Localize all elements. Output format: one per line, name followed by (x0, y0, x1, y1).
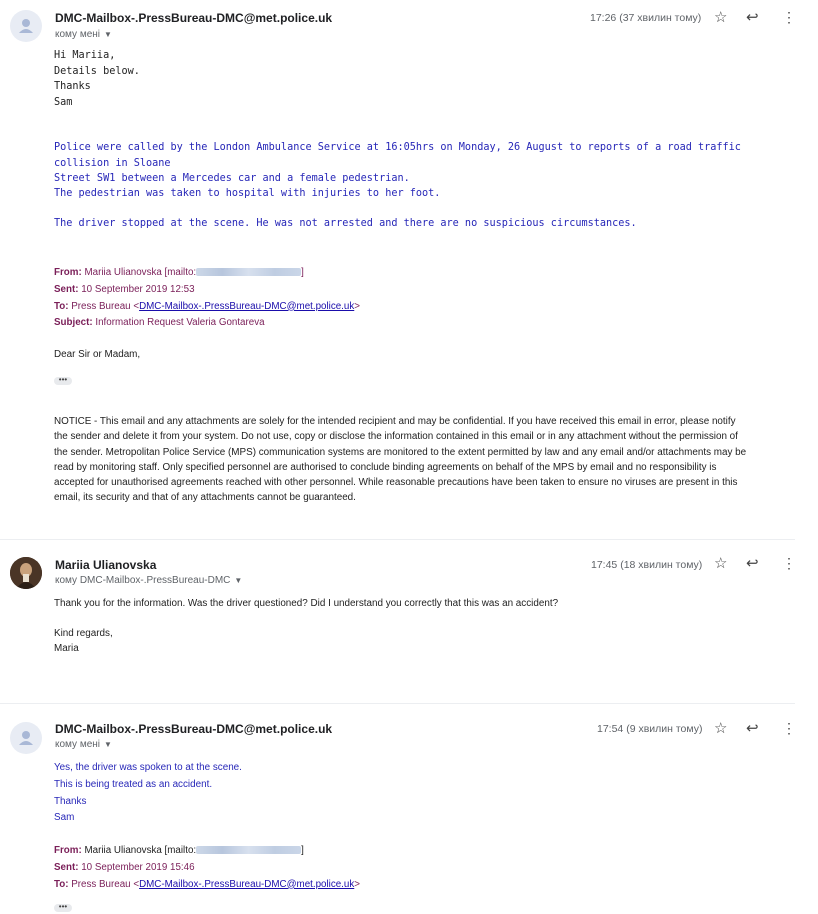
body-line: Thanks (54, 795, 87, 807)
caret-down-icon[interactable]: ▼ (234, 576, 243, 585)
email-link[interactable]: DMC-Mailbox-.PressBureau-DMC@met.police.uk (139, 300, 355, 312)
redacted-email (196, 268, 301, 276)
salutation: Dear Sir or Madam, (54, 349, 141, 360)
ellipsis-icon[interactable]: ••• (54, 377, 72, 385)
notice-line: email, its security and that of any attachments cannot be guaranteed. (54, 492, 356, 504)
notice-line: NOTICE - This email and any attachments are solely for the intended recipient and may be confidential. If you have received this email in error, please notify (54, 416, 736, 427)
avatar[interactable] (10, 557, 42, 589)
message-body (54, 140, 794, 187)
email-message-3 (0, 712, 818, 909)
reply-icon[interactable]: ↩ (746, 555, 759, 572)
message-body (54, 760, 794, 827)
notice-line: read by monitoring staff. Only specified personnel are authorised to conclude binding agreements on behalf of the MPS by email and no responsibility is (54, 461, 717, 473)
recipient-line[interactable] (55, 739, 112, 750)
quote-to: To: Press Bureau <DMC-Mailbox-.PressBureau-DMC@met.police.uk> (54, 300, 360, 312)
message-time: 17:54 (9 хвилин тому) (597, 723, 703, 735)
ellipsis-icon[interactable]: ••• (54, 904, 72, 912)
body-line: Yes, the driver was spoken to at the scene. (54, 762, 242, 773)
notice-line: the sender and delete it from your system. Do not use, copy or disclose the information contained in this email or in any attachment without the permission of (54, 431, 738, 443)
recipient-label: кому DMC-Mailbox-.PressBureau-DMC (55, 575, 231, 586)
show-trimmed-content[interactable] (54, 896, 794, 914)
body-line: The pedestrian was taken to hospital with injuries to her foot. (54, 188, 441, 199)
recipient-label: кому мені (55, 739, 100, 750)
message-divider (0, 539, 795, 540)
notice-line: accepted for unauthorised agreements reached with other personnel. While reasonable precautions have been taken to ensure no viruses are present in this (54, 477, 738, 489)
star-icon[interactable]: ☆ (714, 555, 728, 572)
more-vert-icon[interactable]: ⋮ (782, 720, 796, 736)
message-divider (0, 703, 795, 704)
quote-to: To: Press Bureau <DMC-Mailbox-.PressBureau-DMC@met.police.uk> (54, 878, 360, 890)
quote-from: From: Mariia Ulianovska [mailto: ] (54, 845, 304, 856)
avatar[interactable] (10, 722, 42, 754)
more-vert-icon[interactable]: ⋮ (782, 555, 796, 571)
message-time: 17:26 (37 хвилин тому) (590, 12, 702, 24)
greeting-line: Details below. (54, 65, 140, 77)
notice-line: the sender. Metropolitan Police Service (MPS) communication systems are monitored to the extent permitted by law and any email and/or attachments may be (54, 446, 747, 458)
quote-sent: Sent: 10 September 2019 15:46 (54, 861, 195, 873)
greeting-line: Thanks (54, 81, 91, 92)
redacted-email (196, 846, 301, 854)
caret-down-icon[interactable]: ▼ (104, 30, 112, 39)
body-line: Sam (54, 812, 75, 824)
body-line: Street SW1 between a Mercedes car and a female pedestrian. (54, 173, 410, 184)
avatar[interactable] (10, 10, 42, 42)
body-line: Police were called by the London Ambulance Service at 16:05hrs on Monday, 26 August to reports of a road traffic collision in Sloane (54, 142, 741, 169)
email-message-2 (0, 548, 818, 698)
sender-name[interactable]: DMC-Mailbox-.PressBureau-DMC@met.police.uk (55, 722, 333, 736)
quote-sent: Sent: 10 September 2019 12:53 (54, 283, 195, 295)
recipient-line[interactable] (55, 575, 242, 586)
greeting-line: Sam (54, 96, 73, 108)
notice (54, 414, 794, 506)
default-avatar-icon (10, 722, 42, 754)
reply-icon[interactable]: ↩ (746, 720, 759, 737)
email-link[interactable]: DMC-Mailbox-.PressBureau-DMC@met.police.uk (139, 878, 355, 890)
sender-name[interactable]: DMC-Mailbox-.PressBureau-DMC@met.police.uk (55, 11, 333, 25)
body-line: Thank you for the information. Was the driver questioned? Did I understand you correctly that this was an accident? (54, 598, 559, 609)
reply-icon[interactable]: ↩ (746, 9, 759, 26)
body-line: Kind regards, (54, 628, 113, 639)
show-trimmed-content[interactable] (54, 369, 794, 387)
default-avatar-icon (10, 10, 42, 42)
quoted-header (54, 843, 794, 893)
quote-from: From: Mariia Ulianovska [mailto: ] (54, 267, 304, 278)
star-icon[interactable]: ☆ (714, 720, 728, 737)
body-line: This is being treated as an accident. (54, 778, 213, 790)
body-line: The driver stopped at the scene. He was not arrested and there are no suspicious circumstances. (54, 218, 637, 229)
star-icon[interactable]: ☆ (714, 9, 728, 26)
greeting-line: Hi Mariia, (54, 50, 116, 61)
recipient-line[interactable] (55, 29, 112, 40)
recipient-label: кому мені (55, 29, 100, 40)
greeting (54, 48, 794, 110)
caret-down-icon[interactable]: ▼ (104, 740, 112, 749)
message-time: 17:45 (18 хвилин тому) (591, 559, 703, 571)
body-line: Maria (54, 643, 79, 655)
quoted-header (54, 265, 794, 332)
user-photo-icon (10, 557, 42, 589)
more-vert-icon[interactable]: ⋮ (782, 9, 796, 25)
sender-name[interactable]: Mariia Ulianovska (55, 558, 157, 572)
signoff (54, 626, 794, 657)
quote-subject: Subject: Information Request Valeria Gontareva (54, 317, 265, 329)
